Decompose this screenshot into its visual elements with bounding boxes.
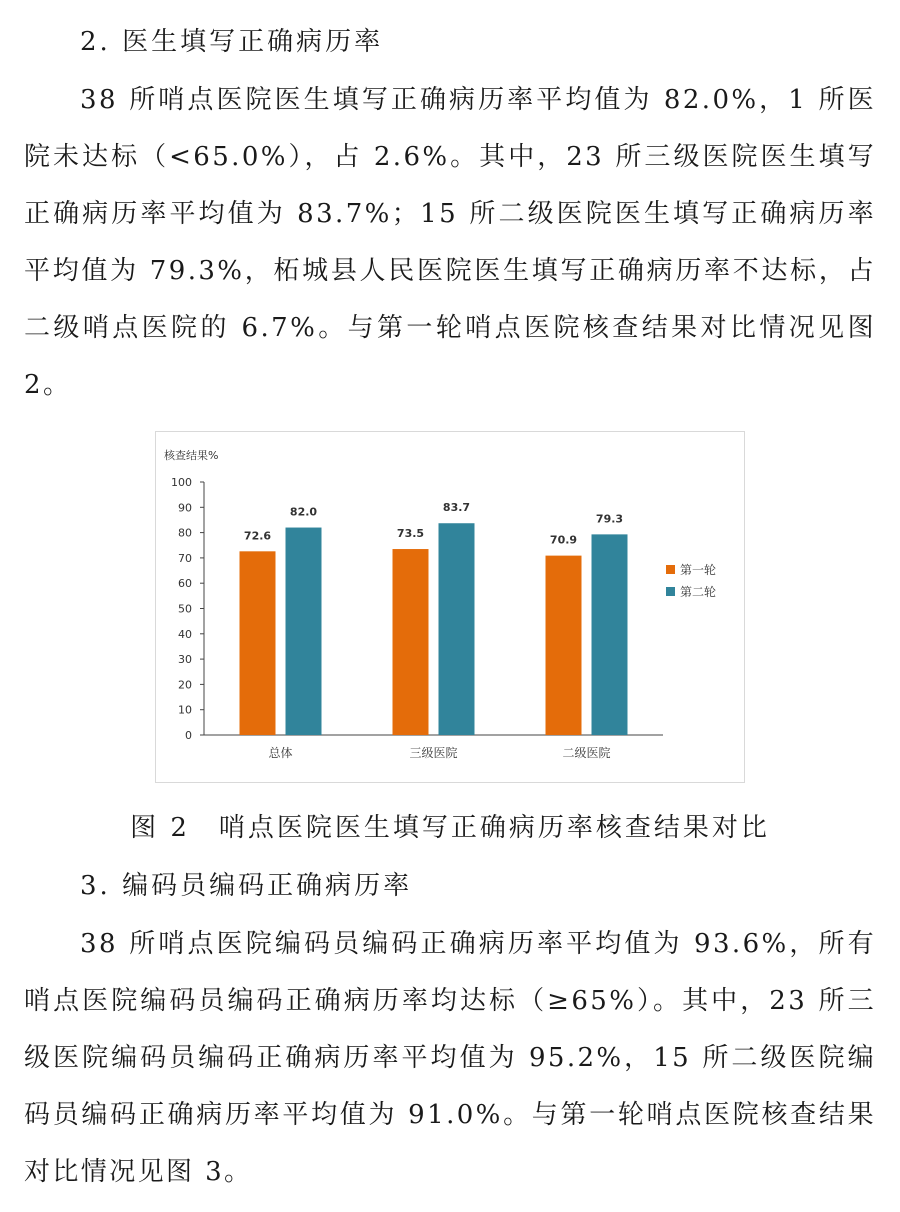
y-tick-label: 90 xyxy=(178,501,192,515)
data-label: 70.9 xyxy=(549,533,578,547)
figure-2-caption: 图 2 哨点医院医生填写正确病历率核查结果对比 xyxy=(130,813,770,843)
section-2-heading: 2. 医生填写正确病历率 xyxy=(80,27,384,57)
bar-第二轮-二级医院 xyxy=(592,534,628,735)
y-tick-label: 100 xyxy=(171,476,192,489)
section-2-paragraph: 38 所哨点医院医生填写正确病历率平均值为 82.0%，1 所医院未达标（<65.0%），占 2.6%。其中，23 所三级医院医生填写正确病历率平均值为 83.7%；15 所二级医院医生填写正确病历率平均值为 79.3%，柘城县人民医院医生填写正确病历率不达标，占二级哨点医院的 6.7%。与第一轮哨点医院核查结果对比情况见图 2。 xyxy=(24,85,876,400)
data-label: 73.5 xyxy=(396,527,425,541)
legend-swatch xyxy=(666,565,675,574)
section-3-heading: 3. 编码员编码正确病历率 xyxy=(80,871,413,901)
y-tick-label: 0 xyxy=(185,729,192,742)
y-axis-label: 核查结果% xyxy=(164,449,219,462)
section-3-paragraph: 38 所哨点医院编码员编码正确病历率平均值为 93.6%，所有哨点医院编码员编码正确病历率均达标（≥65%）。其中，23 所三级医院编码员编码正确病历率平均值为 95.2%，15 所二级医院编码员编码正确病历率平均值为 91.0%。与第一轮哨点医院核查结果对比情况见图 3。 xyxy=(24,929,876,1187)
y-tick-label: 10 xyxy=(178,703,192,717)
y-tick-label: 40 xyxy=(178,627,192,641)
data-label: 82.0 xyxy=(289,505,318,519)
legend xyxy=(666,562,716,599)
bar-第二轮-三级医院 xyxy=(439,523,475,735)
legend-label: 第一轮 xyxy=(680,563,717,577)
legend-label: 第二轮 xyxy=(680,585,717,599)
bar-第二轮-总体 xyxy=(286,528,322,735)
data-label: 72.6 xyxy=(243,529,272,543)
bar-第一轮-二级医院 xyxy=(546,556,582,735)
y-tick-label: 20 xyxy=(178,678,192,692)
bar-第一轮-总体 xyxy=(240,551,276,735)
x-tick-label: 三级医院 xyxy=(409,746,458,760)
y-tick-label: 30 xyxy=(178,653,192,667)
bars-group xyxy=(240,501,628,735)
x-tick-label: 二级医院 xyxy=(562,746,611,760)
legend-swatch xyxy=(666,587,675,596)
x-tick-label: 总体 xyxy=(268,746,293,760)
data-label: 83.7 xyxy=(442,501,471,515)
figure-2-chart xyxy=(155,431,745,783)
x-axis-labels xyxy=(268,745,610,760)
y-tick-label: 70 xyxy=(178,551,192,565)
y-tick-label: 80 xyxy=(178,526,192,540)
y-tick-label: 50 xyxy=(178,602,192,616)
y-axis-ticks xyxy=(171,476,204,742)
y-tick-label: 60 xyxy=(178,577,192,591)
data-label: 79.3 xyxy=(595,512,624,526)
bar-chart xyxy=(156,432,744,782)
bar-第一轮-三级医院 xyxy=(393,549,429,735)
